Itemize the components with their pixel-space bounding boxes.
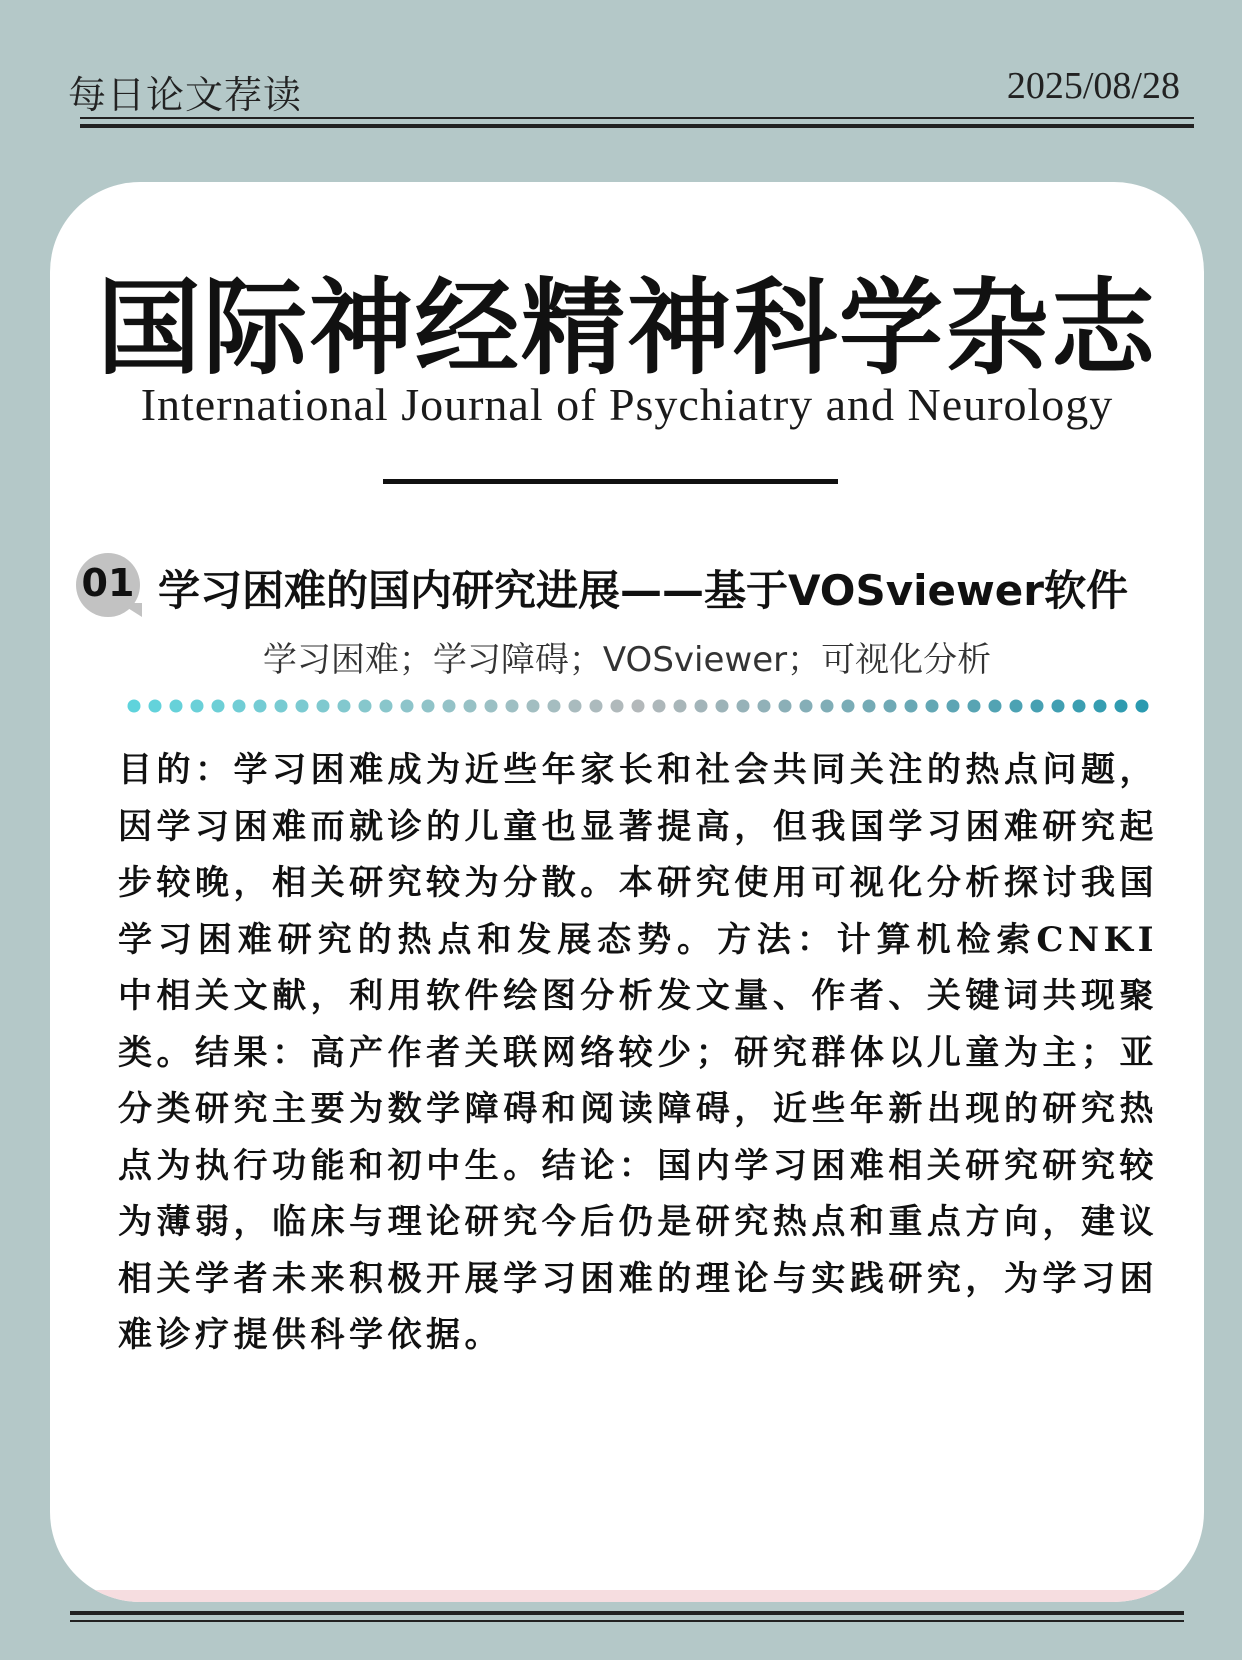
divider-dot (590, 700, 603, 713)
divider-dot (821, 700, 834, 713)
divider-dot (170, 700, 183, 713)
divider-dot (485, 700, 498, 713)
divider-dot (800, 700, 813, 713)
divider-dot (254, 700, 267, 713)
divider-dot (758, 700, 771, 713)
divider-dot (611, 700, 624, 713)
divider-dot (842, 700, 855, 713)
divider-dot (632, 700, 645, 713)
dotted-divider (126, 698, 1204, 714)
divider-dot (443, 700, 456, 713)
divider-dot (149, 700, 162, 713)
divider-dot (401, 700, 414, 713)
header (68, 60, 1180, 117)
header-divider-thin (80, 117, 1194, 119)
date-label: 2025/08/28 (1006, 65, 1180, 107)
divider-dot (1115, 700, 1128, 713)
header-divider-thick (80, 124, 1194, 128)
divider-dot (884, 700, 897, 713)
divider-dot (674, 700, 687, 713)
divider-dot (1136, 700, 1149, 713)
divider-dot (506, 700, 519, 713)
divider-dot (212, 700, 225, 713)
footer-divider-thin (70, 1620, 1184, 1622)
article-keywords: 学习困难；学习障碍；VOSviewer；可视化分析 (262, 640, 992, 680)
divider-dot (569, 700, 582, 713)
divider-dot (527, 700, 540, 713)
divider-dot (968, 700, 981, 713)
divider-dot (128, 700, 141, 713)
article-abstract: 目的：学习困难成为近些年家长和社会共同关注的热点问题，因学习困难而就诊的儿童也显著提高，但我国学习困难研究起步较晚，相关研究较为分散。本研究使用可视化分析探讨我国学习困难研究的热点和发展态势。方法：计算机检索CNKI中相关文献，利用软件绘图分析发文量、作者、关键词共现聚类。结果：高产作者关联网络较少；研究群体以儿童为主；亚分类研究主要为数学障碍和阅读障碍，近些年新出现的研究热点为执行功能和初中生。结论：国内学习困难相关研究研究较为薄弱，临床与理论研究今后仍是研究热点和重点方向，建议相关学者未来积极开展学习困难的理论与实践研究，为学习困难诊疗提供科学依据。 (118, 750, 1158, 1355)
title-divider (383, 479, 838, 484)
divider-dot (779, 700, 792, 713)
divider-dot (1031, 700, 1044, 713)
article-number: 01 (81, 561, 135, 605)
divider-dot (926, 700, 939, 713)
divider-dot (359, 700, 372, 713)
divider-dot (863, 700, 876, 713)
divider-dot (1010, 700, 1023, 713)
divider-dot (191, 700, 204, 713)
divider-dot (233, 700, 246, 713)
divider-dot (737, 700, 750, 713)
divider-dot (548, 700, 561, 713)
divider-dot (1073, 700, 1086, 713)
divider-dot (905, 700, 918, 713)
card-bottom-accent (50, 1590, 1204, 1602)
divider-dot (380, 700, 393, 713)
divider-dot (653, 700, 666, 713)
journal-title-cn: 国际神经精神科学杂志 (96, 266, 1157, 389)
article-title: 学习困难的国内研究进展——基于VOSviewer软件 (158, 566, 1128, 615)
divider-dot (947, 700, 960, 713)
content-card (50, 182, 1204, 1602)
journal-title-en: International Journal of Psychiatry and Neurology (140, 379, 1114, 430)
divider-dot (1094, 700, 1107, 713)
divider-dot (296, 700, 309, 713)
divider-dot (989, 700, 1002, 713)
divider-dot (317, 700, 330, 713)
divider-dot (275, 700, 288, 713)
column-label: 每日论文荐读 (68, 73, 303, 117)
divider-dot (338, 700, 351, 713)
divider-dot (1052, 700, 1065, 713)
divider-dot (716, 700, 729, 713)
divider-dot (695, 700, 708, 713)
number-badge-tail (120, 603, 142, 617)
footer-divider-thick (70, 1611, 1184, 1615)
divider-dot (422, 700, 435, 713)
divider-dot (464, 700, 477, 713)
